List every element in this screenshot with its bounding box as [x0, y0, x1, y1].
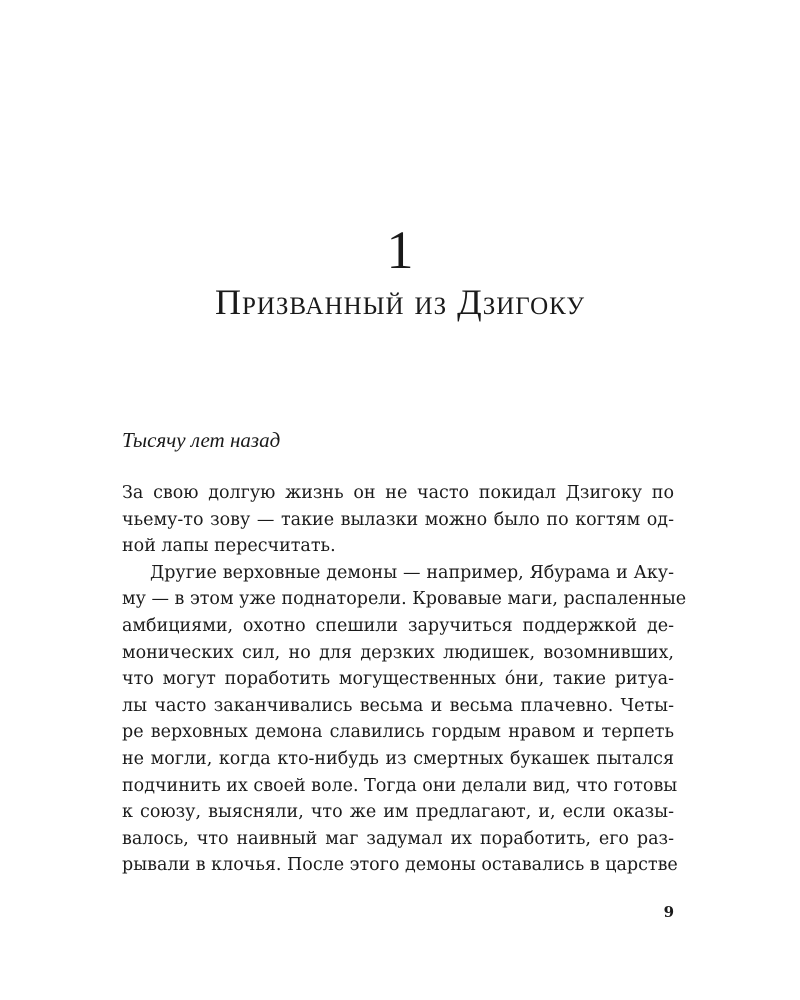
text-line: валось, что наивный маг задумал их поработить, его раз- [122, 828, 674, 849]
chapter-number: 1 [386, 220, 414, 280]
paragraph-1 [122, 480, 674, 560]
text-line: монических сил, но для дерзких людишек, возомнивших, [122, 642, 674, 663]
chapter-title: Призванный из Дзигоку [214, 282, 586, 322]
text-line: к союзу, выясняли, что же им предлагают, и, если оказы- [122, 802, 674, 823]
section-subtitle: Тысячу лет назад [122, 428, 281, 452]
paragraph-2 [122, 560, 687, 879]
text-line: не могли, когда кто-нибудь из смертных букашек пытался [122, 748, 674, 769]
text-line: чьему-то зову — такие вылазки можно было по когтям од- [122, 509, 674, 530]
page-number: 9 [663, 903, 674, 921]
text-line: рывали в клочья. После этого демоны оставались в царстве [122, 855, 678, 876]
body-text [122, 480, 687, 879]
text-line: му — в этом уже поднаторели. Кровавые маги, распаленные [122, 589, 687, 610]
text-line: подчинить их своей воле. Тогда они делали вид, что готовы [122, 775, 678, 796]
text-line: лы часто заканчивались весьма и весьма плачевно. Четы- [122, 695, 674, 716]
text-line: ной лапы пересчитать. [122, 536, 336, 557]
text-line: что могут поработить могущественных óни, такие ритуа- [122, 669, 674, 690]
text-line: ре верховных демона славились гордым нравом и терпеть [122, 722, 674, 743]
text-line: Другие верховные демоны — например, Ябурама и Аку- [150, 562, 674, 583]
text-line: амбициями, охотно спешили заручиться поддержкой де- [122, 615, 674, 636]
text-line: За свою долгую жизнь он не часто покидал Дзигоку по [122, 483, 674, 503]
